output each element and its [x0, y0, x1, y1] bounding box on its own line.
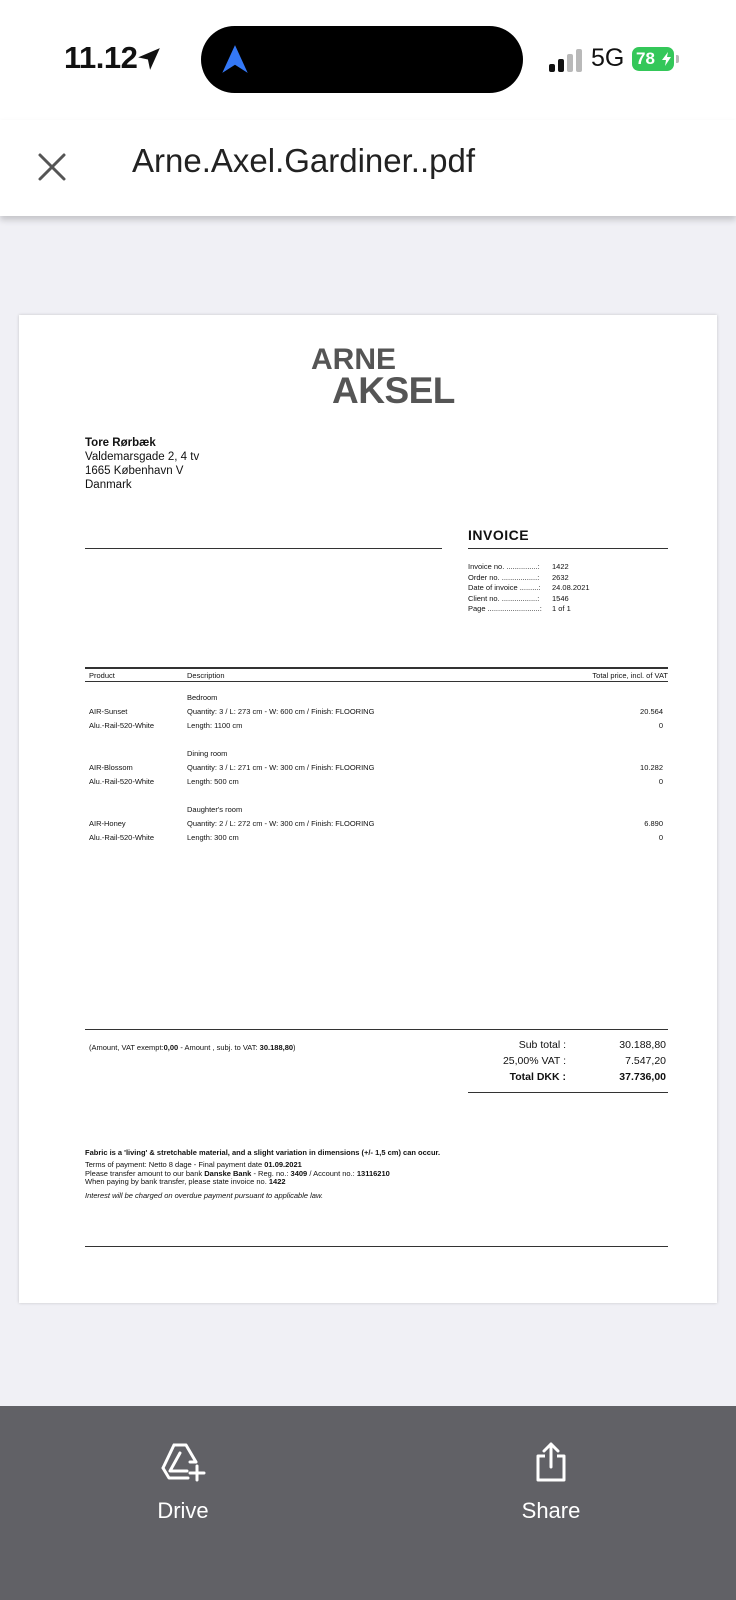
col-header-product: Product	[89, 671, 115, 680]
col-header-total: Total price, incl. of VAT	[592, 671, 668, 680]
pdf-page	[19, 315, 717, 1303]
customer-street: Valdemarsgade 2, 4 tv	[85, 451, 200, 463]
drive-add-icon	[161, 1442, 205, 1482]
customer-country: Danmark	[85, 479, 132, 491]
bottom-action-bar	[0, 1406, 736, 1600]
line-description: Length: 500 cm	[187, 777, 239, 786]
line-description: Quantity: 3 / L: 273 cm - W: 600 cm / Finish: FLOORING	[187, 707, 375, 716]
charging-bolt-icon	[662, 52, 671, 66]
line-price: 0	[658, 777, 663, 786]
customer-name: Tore Rørbæk	[85, 437, 156, 449]
network-type: 5G	[591, 44, 625, 72]
divider-right	[468, 548, 668, 549]
footer-rule	[85, 1246, 668, 1247]
customer-address	[85, 436, 199, 492]
interest-note: Interest will be charged on overdue payment pursuant to applicable law.	[85, 1191, 324, 1200]
status-bar	[0, 0, 736, 120]
table-header-rule	[85, 681, 668, 682]
invoice-title: INVOICE	[468, 527, 530, 543]
vat-label: 25,00% VAT :	[502, 1055, 566, 1067]
subtotal-value: 30.188,80	[619, 1039, 666, 1051]
line-product: Alu.-Rail-520-White	[89, 721, 155, 730]
meta-label: Invoice no. ...............:	[468, 562, 540, 571]
meta-value: 1422	[552, 562, 569, 571]
meta-label: Order no. .................:	[468, 572, 540, 582]
meta-label: Client no. .................:	[468, 593, 540, 603]
file-title: Arne.Axel.Gardiner..pdf	[132, 142, 476, 179]
navigation-arrow-icon	[221, 44, 249, 74]
room-heading: Daughter's room	[187, 805, 243, 814]
location-arrow-icon	[136, 46, 162, 72]
line-description: Quantity: 3 / L: 271 cm - W: 300 cm / Finish: FLOORING	[187, 763, 375, 772]
drive-label: Drive	[157, 1498, 209, 1523]
line-description: Quantity: 2 / L: 272 cm - W: 300 cm / Finish: FLOORING	[187, 819, 375, 828]
totals-bottom-rule	[468, 1092, 668, 1093]
line-price: 6.890	[644, 819, 663, 828]
drive-button[interactable]	[103, 1442, 263, 1552]
room-heading: Dining room	[187, 749, 228, 758]
meta-value: 1 of 1	[552, 604, 571, 614]
line-price: 20.564	[640, 707, 663, 716]
total-value: 37.736,00	[619, 1071, 666, 1083]
invoice-meta	[468, 562, 590, 615]
meta-value: 1546	[552, 593, 569, 603]
meta-label: Date of invoice .........:	[468, 583, 541, 593]
line-product: Alu.-Rail-520-White	[89, 777, 155, 786]
status-time: 11.12	[64, 40, 138, 75]
line-product: AIR-Blossom	[89, 763, 133, 772]
payment-terms: Terms of payment: Netto 8 dage - Final payment date 01.09.2021 Please transfer amount to our bank Danske Bank - Reg. no.: 3409 / Account no.: 13116210 When paying by bank transfer, please state invoice no. 1422	[85, 1160, 390, 1186]
line-price: 0	[658, 721, 663, 730]
battery-level: 78	[636, 49, 655, 68]
line-product: AIR-Honey	[89, 819, 126, 828]
table-top-rule	[85, 667, 668, 669]
logo-bottom: AKSEL	[332, 370, 455, 411]
fabric-note: Fabric is a 'living' & stretchable material, and a slight variation in dimensions (+/- 1,5 cm) can occur.	[85, 1148, 441, 1157]
vat-note: (Amount, VAT exempt:0,00 - Amount , subj. to VAT: 30.188,80)	[89, 1043, 296, 1052]
total-label: Total DKK :	[509, 1071, 566, 1083]
meta-value: 2632	[552, 572, 569, 582]
close-icon	[38, 153, 66, 181]
app-bar	[0, 120, 736, 216]
share-icon	[534, 1442, 568, 1482]
col-header-description: Description	[187, 671, 225, 680]
cellular-signal-icon	[549, 48, 583, 72]
line-price: 10.282	[640, 763, 663, 772]
line-product: AIR-Sunset	[89, 707, 128, 716]
customer-city: 1665 København V	[85, 465, 184, 477]
dynamic-island	[201, 26, 523, 93]
line-price: 0	[658, 833, 663, 842]
share-label: Share	[521, 1498, 581, 1523]
subtotal-label: Sub total :	[518, 1039, 566, 1051]
line-description: Length: 300 cm	[187, 833, 239, 842]
meta-label: Page .........................:	[468, 604, 542, 614]
line-description: Length: 1100 cm	[187, 721, 243, 730]
close-button[interactable]	[30, 145, 74, 189]
battery-icon	[632, 47, 678, 71]
vat-value: 7.547,20	[625, 1055, 666, 1067]
meta-value: 24.08.2021	[552, 583, 590, 593]
share-button[interactable]	[471, 1442, 631, 1552]
room-heading: Bedroom	[187, 693, 218, 702]
divider-left	[85, 548, 442, 549]
logo-top: ARNE	[311, 343, 397, 376]
totals-top-rule	[85, 1029, 668, 1030]
line-product: Alu.-Rail-520-White	[89, 833, 155, 842]
